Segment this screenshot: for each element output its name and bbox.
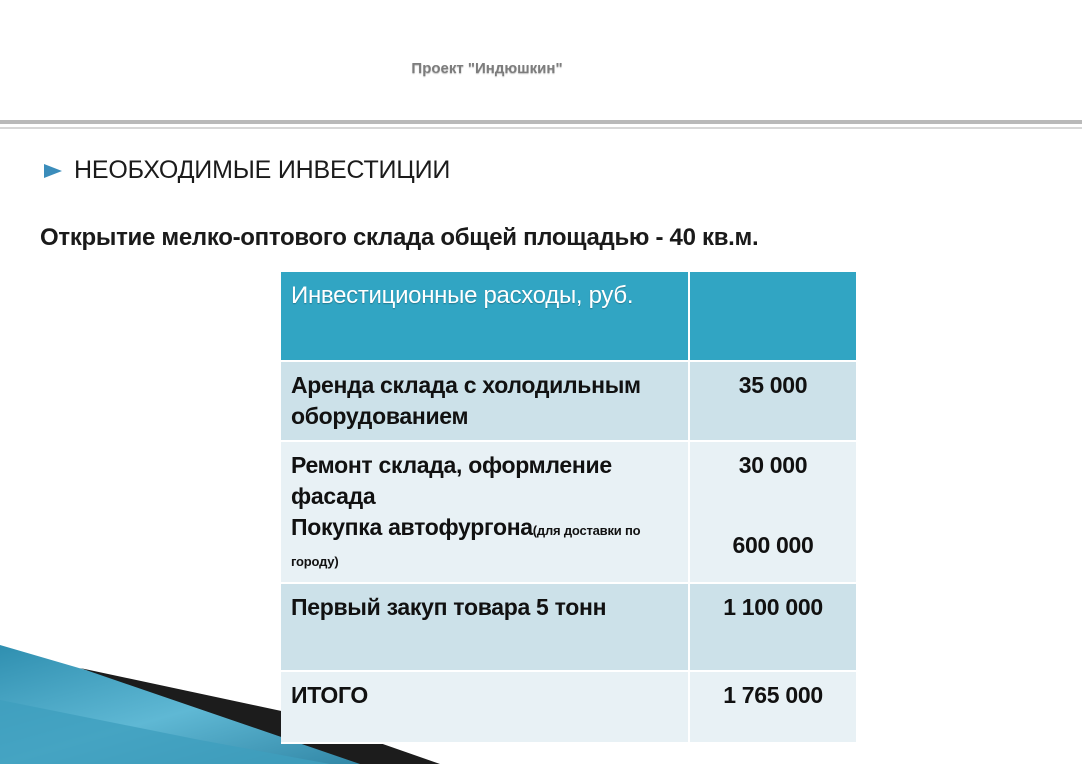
investment-table [281,272,856,744]
table-header-value [689,272,856,361]
row-label: Первый закуп товара 5 тонн [281,583,689,671]
section-heading [42,156,450,185]
section-subtitle: Открытие мелко-оптового склада общей площадью - 40 кв.м. [40,224,759,251]
triangle-right-icon [42,162,64,180]
row-label: Ремонт склада, оформление фасада [291,452,612,509]
row-label-total: ИТОГО [281,671,689,743]
row-value: 30 000 [738,452,808,478]
row-value: 1 100 000 [689,583,856,671]
row-value-total: 1 765 000 [689,671,856,743]
row-value-group [689,441,856,583]
slide-header-title: Проект "Индюшкин" [411,60,563,77]
row-value: 35 000 [689,361,856,441]
table-row [281,583,856,671]
section-heading-text: НЕОБХОДИМЫЕ ИНВЕСТИЦИИ [74,156,451,184]
table-header-label: Инвестиционные расходы, руб. [281,272,689,361]
row-label: Аренда склада с холодильным оборудованием [281,361,689,441]
row-label-note: (для доставки по городу) [291,523,641,569]
row-value-secondary: 600 000 [732,532,814,558]
table-header-row [281,272,856,361]
table-row-total [281,671,856,743]
row-label-secondary-text: Покупка автофургона [291,514,533,540]
row-label-group [281,441,689,583]
table-row [281,441,856,583]
table-row [281,361,856,441]
row-label-secondary [291,512,678,574]
